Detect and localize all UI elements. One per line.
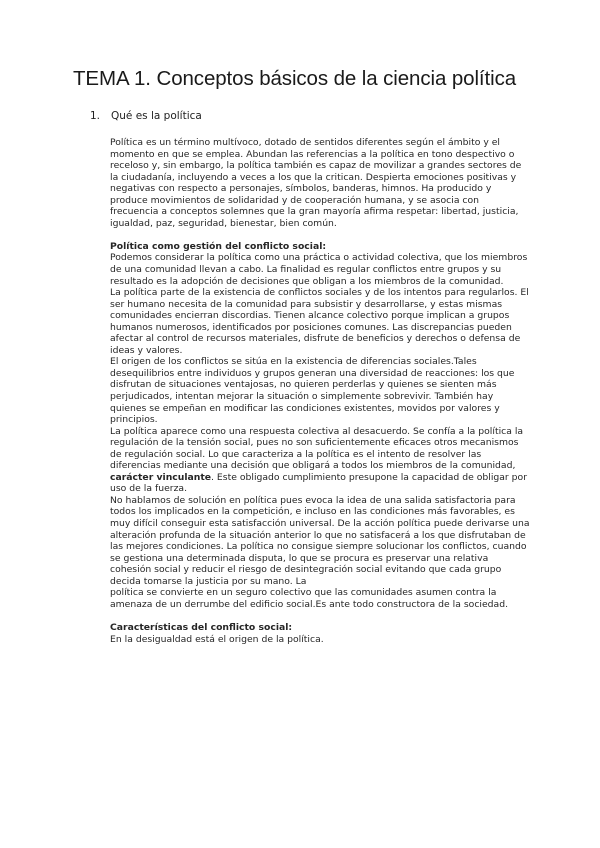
section-number: 1. — [90, 110, 101, 122]
conflict-paragraph-4-text: La política aparece como una respuesta colectiva al desacuerdo. Se confía a la política la regulación de la tensión social, pues no son suficientemente eficaces otros mecanismos de regulación social. Lo que caracteriza a la política es el intento de resolver las diferencias mediante una decisión que obligará a todos los miembros de la comunidad, — [110, 425, 524, 472]
spacer — [110, 229, 530, 241]
conflict-heading: Política como gestión del conflicto social: — [110, 240, 327, 252]
conflict-paragraph-3: El origen de los conflictos se sitúa en la existencia de diferencias sociales.Tales desequilibrios entre individuos y grupos generan una diversidad de reacciones: los que disfrutan de situaciones ventajosas, no quieren perderlas y quienes se sienten más perjudicados, intentan mejorar la situación o simplemente sobrevivir. También hay quienes se empeñan en modificar las condiciones existentes, movidos por valores y principios. — [110, 356, 515, 426]
page-title: TEMA 1. Conceptos básicos de la ciencia política — [73, 67, 517, 90]
characteristics-paragraph-1: En la desigualdad está el origen de la política. — [110, 633, 324, 645]
spacer — [110, 610, 530, 622]
conflict-paragraph-4-tail: . Este obligado cumplimiento presupone la capacidad de obligar por uso de la fuerza. — [110, 471, 528, 495]
characteristics-heading: Características del conflicto social: — [110, 622, 293, 634]
conflict-paragraph-4 — [110, 426, 530, 495]
binding-character-term: carácter vinculante — [110, 471, 212, 483]
conflict-paragraph-6: política se convierte en un seguro colectivo que las comunidades asumen contra la amenaza de un derrumbe del edificio social.Es ante todo constructora de la sociedad. — [110, 587, 509, 610]
section-body — [110, 137, 530, 645]
conflict-paragraph-1: Podemos considerar la política como una práctica o actividad colectiva, que los miembros de una comunidad llevan a cabo. La finalidad es regular conflictos entre grupos y su resultado es la adopción de decisiones que obligan a los miembros de la comunidad. — [110, 252, 528, 287]
section-title: Qué es la política — [111, 110, 202, 122]
intro-paragraph: Política es un término multívoco, dotado de sentidos diferentes según el ámbito y el momento en que se emplea. Abundan las referencias a la política en tono despectivo o receloso y, sin embargo, la política también es capaz de movilizar a grandes sectores de la ciudadanía, incluyendo a veces a los que la critican. Despierta emociones positivas y negativas con respecto a personajes, símbolos, banderas, himnos. Ha producido y produce movimientos de solidaridad y de cooperación humana, y se asocia con frecuencia a conceptos solemnes que la gran mayoría afirma respetar: libertad, justicia, igualdad, paz, seguridad, bienestar, bien común. — [110, 137, 522, 229]
conflict-paragraph-2: La política parte de la existencia de conflictos sociales y de los intentos para regularlos. El ser humano necesita de la comunidad para subsistir y desarrollarse, y estas mismas comunidades encierran discordias. Tienen alcance colectivo porque implican a grupos humanos numerosos, identificados por posiciones comunes. Las discrepancias pueden afectar al control de recursos materiales, disfrute de beneficios y derechos o defensa de ideas y valores. — [110, 287, 529, 356]
conflict-paragraph-5: No hablamos de solución en política pues evoca la idea de una salida satisfactoria para todos los implicados en la competición, e incluso en las condiciones más favorables, es muy difícil conseguir esta satisfacción universal. De la acción política puede derivarse una alteración profunda de la situación anterior lo que no satisfacerá a los que disfrutaban de las mejores condiciones. La política no consigue siempre solucionar los conflictos, cuando se gestiona una determinada disputa, lo que se procura es preservar una relativa cohesión social y reducir el riesgo de desintegración social evitando que cada grupo decida tomarse la justicia por su mano. La — [110, 494, 530, 587]
